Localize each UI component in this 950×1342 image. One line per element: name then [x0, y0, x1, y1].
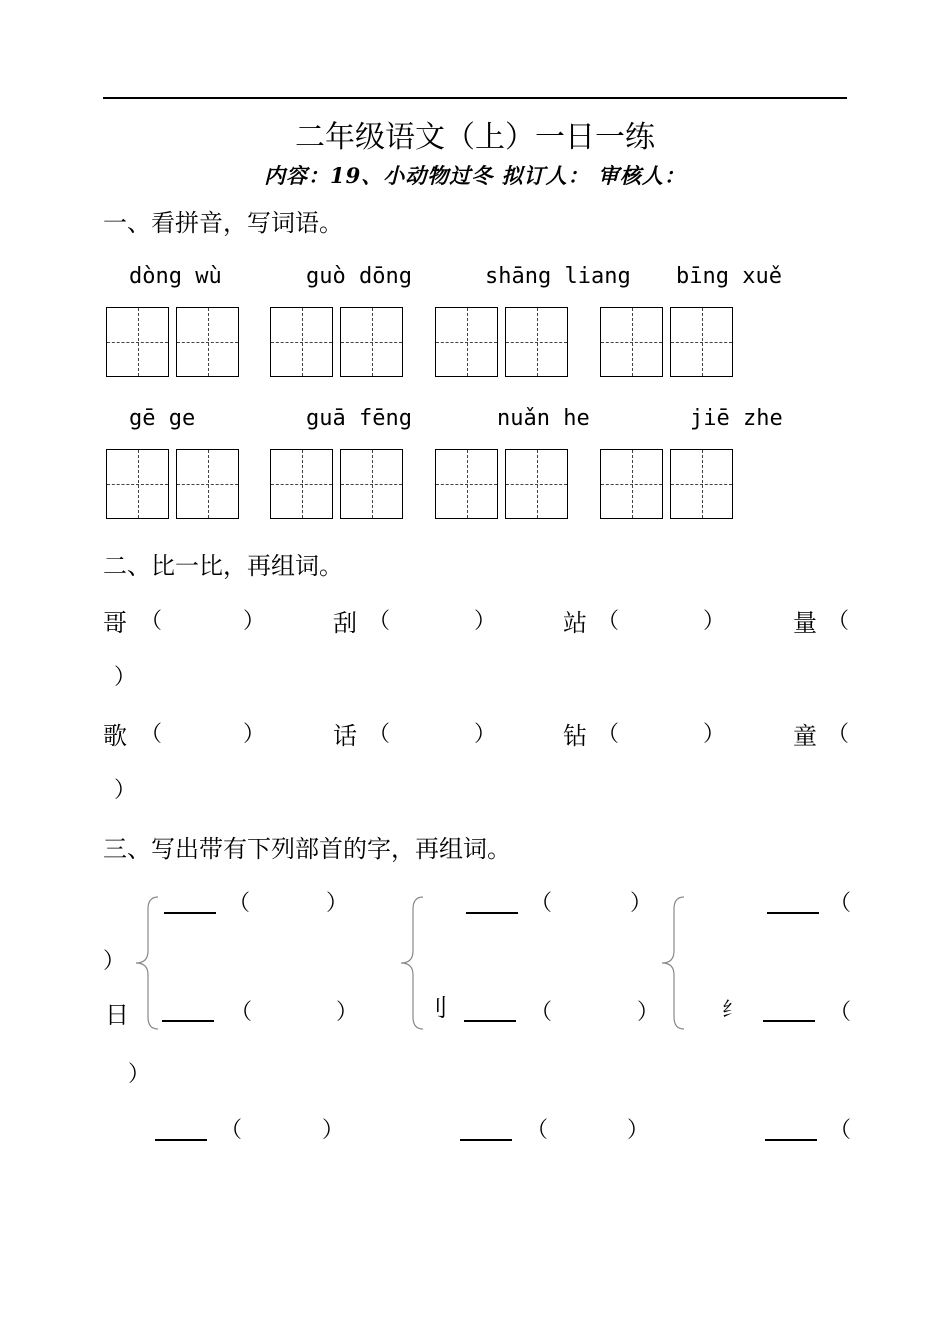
paren-open: （	[230, 1000, 253, 1025]
paren-close: ）	[703, 722, 726, 747]
compare-character: 话	[333, 722, 357, 750]
writing-grid-cell[interactable]	[106, 307, 169, 377]
compare-character: 童	[793, 722, 817, 750]
pinyin-label: jiē zhe	[690, 406, 783, 431]
writing-grid-cell[interactable]	[106, 449, 169, 519]
pinyin-label: shāng liang	[485, 264, 631, 289]
writing-grid-cell[interactable]	[340, 449, 403, 519]
compare-character: 哥	[103, 609, 127, 637]
paren-open: （	[526, 1118, 549, 1143]
answer-blank[interactable]	[155, 1139, 207, 1141]
paren-close: ）	[630, 891, 653, 916]
paren-open: （	[829, 1000, 852, 1025]
writing-grid-cell[interactable]	[176, 449, 239, 519]
paren-open: （	[368, 609, 391, 634]
paren-close: ）	[703, 609, 726, 634]
writing-grid-cell[interactable]	[176, 307, 239, 377]
paren-close: ）	[474, 722, 497, 747]
answer-blank[interactable]	[466, 912, 518, 914]
paren-close: ）	[637, 1000, 660, 1025]
answer-blank[interactable]	[164, 912, 216, 914]
writing-grid-cell[interactable]	[270, 449, 333, 519]
writing-grid-cell[interactable]	[435, 449, 498, 519]
brace-icon	[395, 893, 427, 1033]
compare-character: 站	[563, 609, 587, 637]
paren-open: （	[228, 891, 251, 916]
writing-grid-cell[interactable]	[505, 307, 568, 377]
pinyin-label: bīng xuě	[676, 264, 782, 289]
answer-blank[interactable]	[460, 1139, 512, 1141]
compare-character: 刮	[333, 609, 357, 637]
writing-grid-cell[interactable]	[435, 307, 498, 377]
pinyin-label: nuǎn he	[497, 406, 590, 431]
writing-grid-cell[interactable]	[340, 307, 403, 377]
answer-blank[interactable]	[162, 1020, 214, 1022]
paren-open: （	[220, 1118, 243, 1143]
page-title: 二年级语文（上）一日一练	[295, 120, 655, 155]
paren-open: （	[827, 609, 850, 634]
brace-icon	[130, 893, 162, 1033]
paren-close: ）	[322, 1118, 345, 1143]
page-subtitle: 内容：19、小动物过冬 拟订人： 审核人：	[264, 163, 686, 188]
compare-character: 歌	[103, 722, 127, 750]
paren-open: （	[829, 1118, 852, 1143]
writing-grid-cell[interactable]	[670, 449, 733, 519]
writing-grid-cell[interactable]	[600, 449, 663, 519]
radical-character: 刂	[424, 994, 448, 1022]
paren-open: （	[829, 891, 852, 916]
writing-grid-cell[interactable]	[670, 307, 733, 377]
pinyin-label: gē ge	[129, 406, 196, 431]
paren-open: （	[827, 722, 850, 747]
section-3-heading: 三、写出带有下列部首的字，再组词。	[103, 835, 511, 863]
paren-close: ）	[243, 722, 266, 747]
pinyin-label: guā fēng	[306, 406, 412, 431]
paren-open: （	[140, 609, 163, 634]
section-2-heading: 二、比一比，再组词。	[103, 552, 343, 580]
paren-close: ）	[627, 1118, 650, 1143]
answer-blank[interactable]	[763, 1020, 815, 1022]
paren-open: （	[368, 722, 391, 747]
paren-open: （	[140, 722, 163, 747]
answer-blank[interactable]	[765, 1139, 817, 1141]
radical-character: 纟	[722, 997, 742, 1021]
pinyin-label: guò dōng	[306, 264, 412, 289]
paren-open: （	[530, 891, 553, 916]
paren-close: ）	[103, 949, 126, 974]
paren-close: ）	[243, 609, 266, 634]
answer-blank[interactable]	[767, 912, 819, 914]
paren-open: （	[597, 722, 620, 747]
radical-character: 日	[105, 1001, 129, 1029]
section-1-heading: 一、看拼音，写词语。	[103, 209, 343, 237]
writing-grid-cell[interactable]	[600, 307, 663, 377]
writing-grid-cell[interactable]	[505, 449, 568, 519]
paren-close: ）	[336, 1000, 359, 1025]
header-rule	[103, 97, 847, 99]
compare-character: 量	[793, 609, 817, 637]
paren-close: ）	[114, 778, 137, 803]
paren-close: ）	[114, 665, 137, 690]
paren-open: （	[597, 609, 620, 634]
pinyin-label: dòng wù	[129, 264, 222, 289]
paren-close: ）	[474, 609, 497, 634]
compare-character: 钻	[563, 722, 587, 750]
paren-close: ）	[128, 1062, 151, 1087]
paren-open: （	[530, 1000, 553, 1025]
writing-grid-cell[interactable]	[270, 307, 333, 377]
brace-icon	[656, 893, 688, 1033]
paren-close: ）	[326, 891, 349, 916]
answer-blank[interactable]	[464, 1020, 516, 1022]
